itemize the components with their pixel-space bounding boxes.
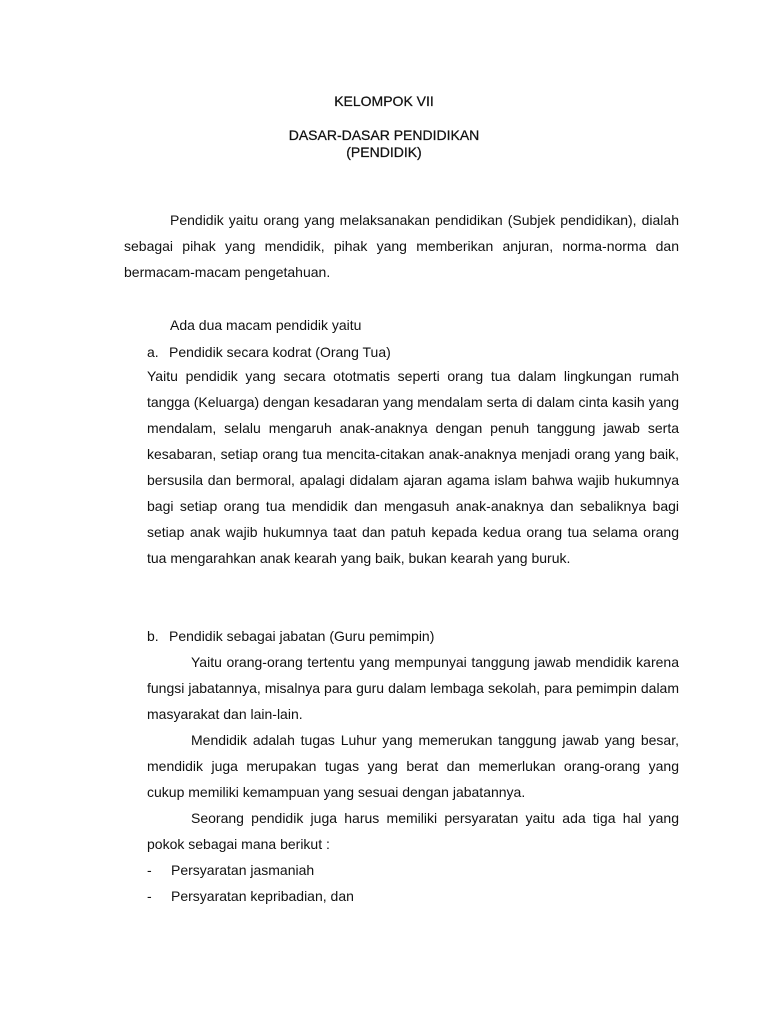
requirement-text: Persyaratan kepribadian, dan	[171, 888, 354, 904]
requirement-text: Persyaratan jasmaniah	[171, 862, 315, 878]
list-dash: -	[147, 888, 152, 904]
type-b-heading-text: Pendidik sebagai jabatan (Guru pemimpin)	[169, 628, 435, 644]
type-b-paragraph-3: Seorang pendidik juga harus memiliki persyaratan yaitu ada tiga hal yang pokok sebagai mana berikut :	[147, 810, 679, 852]
type-a-heading	[147, 339, 391, 365]
type-a-marker: a.	[147, 344, 159, 360]
type-a-heading-text: Pendidik secara kodrat (Orang Tua)	[169, 344, 391, 360]
type-a-paragraph: Yaitu pendidik yang secara ototmatis seperti orang tua dalam lingkungan rumah tangga (Keluarga) dengan kesadaran yang mendalam serta di dalam cinta kasih yang mendalam, selalu mengaruh anak-anaknya dengan penuh tanggung jawab serta kesabaran, setiap orang tua mencita-citakan anak-anaknya menjadi orang yang baik, bersusila dan bermoral, apalagi didalam ajaran agama islam bahwa wajib hukumnya bagi setiap orang tua mendidik dan mengasuh anak-anaknya dan sebaliknya bagi setiap anak wajib hukumnya taat dan patuh kepada kedua orang tua selama orang tua mengarahkan anak kearah yang baik, bukan kearah yang buruk.	[147, 368, 679, 566]
type-b-paragraph-2: Mendidik adalah tugas Luhur yang memerukan tanggung jawab yang besar, mendidik juga merupakan tugas yang berat dan memerlukan orang-orang yang cukup memiliki kemampuan yang sesuai dengan jabatannya.	[147, 732, 679, 800]
type-b-paragraph-1: Yaitu orang-orang tertentu yang mempunyai tanggung jawab mendidik karena fungsi jabatannya, misalnya para guru dalam lembaga sekolah, para pemimpin dalam masyarakat dan lain-lain.	[147, 654, 679, 722]
definition-paragraph: Pendidik yaitu orang yang melaksanakan pendidikan (Subjek pendidikan), dialah sebagai pihak yang mendidik, pihak yang memberikan anjuran, norma-norma dan bermacam-macam pengetahuan.	[124, 212, 679, 280]
types-intro: Ada dua macam pendidik yaitu	[170, 317, 362, 333]
type-b-heading	[147, 623, 434, 649]
type-b-marker: b.	[147, 628, 159, 644]
requirement-item	[147, 883, 354, 909]
requirement-item	[147, 857, 314, 883]
list-dash: -	[147, 862, 152, 878]
document-subtitle: (PENDIDIK)	[346, 144, 422, 160]
document-title: DASAR-DASAR PENDIDIKAN	[288, 127, 480, 143]
group-heading: KELOMPOK VII	[334, 93, 434, 109]
